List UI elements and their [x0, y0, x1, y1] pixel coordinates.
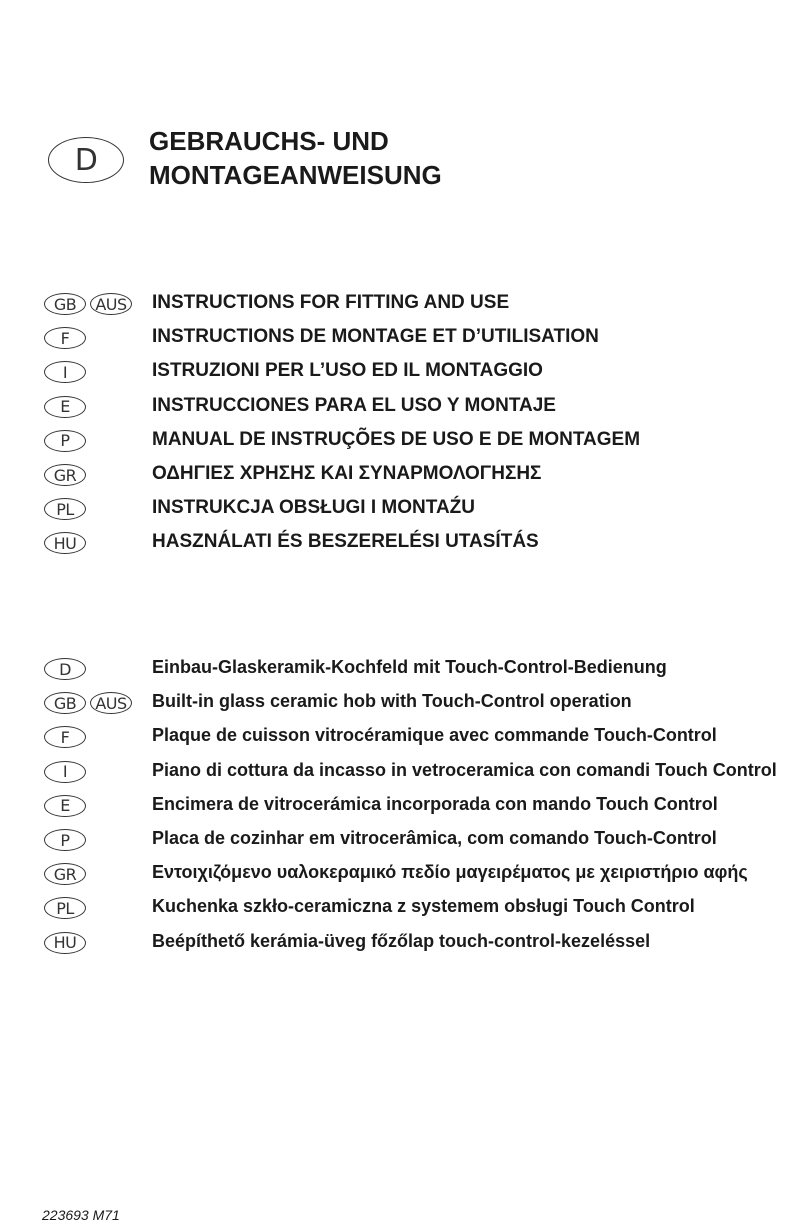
document-code: 223693 M71 — [42, 1207, 120, 1223]
language-badge-e: E — [44, 396, 86, 418]
language-badge-gb: GB — [44, 293, 86, 315]
section2-line: Placa de cozinhar em vitrocerâmica, com comando Touch-Control — [152, 828, 717, 848]
language-badge-e: E — [44, 795, 86, 817]
language-badge-i: I — [44, 361, 86, 383]
language-badge-f: F — [44, 726, 86, 748]
section1-line: HASZNÁLATI ÉS BESZERELÉSI UTASÍTÁS — [152, 531, 539, 553]
language-badge-hu: HU — [44, 932, 86, 954]
title-line-1: GEBRAUCHS- UND — [149, 126, 389, 156]
language-badge-pl: PL — [44, 897, 86, 919]
language-badge-i: I — [44, 761, 86, 783]
language-badge-pl: PL — [44, 498, 86, 520]
language-badge-d: D — [44, 658, 86, 680]
language-badge-f: F — [44, 327, 86, 349]
language-badge-p: P — [44, 430, 86, 452]
section1-line: ISTRUZIONI PER L’USO ED IL MONTAGGIO — [152, 360, 543, 382]
section2-line: Plaque de cuisson vitrocéramique avec commande Touch-Control — [152, 725, 717, 746]
section1-line: INSTRUKCJA OBSŁUGI I MONTAŹU — [152, 497, 475, 519]
section1-line: INSTRUCTIONS DE MONTAGE ET D’UTILISATION — [152, 326, 599, 348]
section1-line: MANUAL DE INSTRUÇÕES DE USO E DE MONTAGEM — [152, 428, 641, 450]
page-title — [149, 124, 442, 192]
language-badge-aus: AUS — [90, 293, 132, 315]
language-badge-gb: GB — [44, 692, 86, 714]
section2-line: Piano di cottura da incasso in vetroceramica con comandi Touch Control — [152, 759, 777, 780]
language-badge-hu: HU — [44, 532, 86, 554]
title-line-2: MONTAGEANWEISUNG — [149, 160, 442, 190]
section2-line: Built-in glass ceramic hob with Touch-Control operation — [152, 691, 632, 712]
section2-line: Beépíthető kerámia-üveg főzőlap touch-control-kezeléssel — [152, 930, 651, 951]
language-badge-p: P — [44, 829, 86, 851]
header-language-badge: D — [48, 137, 124, 183]
language-badge-aus: AUS — [90, 692, 132, 714]
section1-line: INSTRUCTIONS FOR FITTING AND USE — [152, 292, 510, 313]
language-badge-gr: GR — [44, 464, 86, 486]
section2-line: Einbau-Glaskeramik-Kochfeld mit Touch-Control-Bedienung — [152, 657, 667, 677]
section1-line: INSTRUCCIONES PARA EL USO Y MONTAJE — [152, 394, 556, 416]
section2-line: Εντοιχιζόμενο υαλοκεραμικό πεδίο μαγειρέματος με χειριστήριο αφής — [152, 862, 748, 883]
language-badge-gr: GR — [44, 863, 86, 885]
section2-line: Kuchenka szkło-ceramiczna z systemem obsługi Touch Control — [152, 896, 695, 917]
section1-line: ΟΔΗΓΙΕΣ ΧΡΗΣΗΣ ΚΑΙ ΣΥΝΑΡΜΟΛΟΓΗΣΗΣ — [152, 463, 542, 484]
section2-line: Encimera de vitrocerámica incorporada con mando Touch Control — [152, 793, 718, 814]
